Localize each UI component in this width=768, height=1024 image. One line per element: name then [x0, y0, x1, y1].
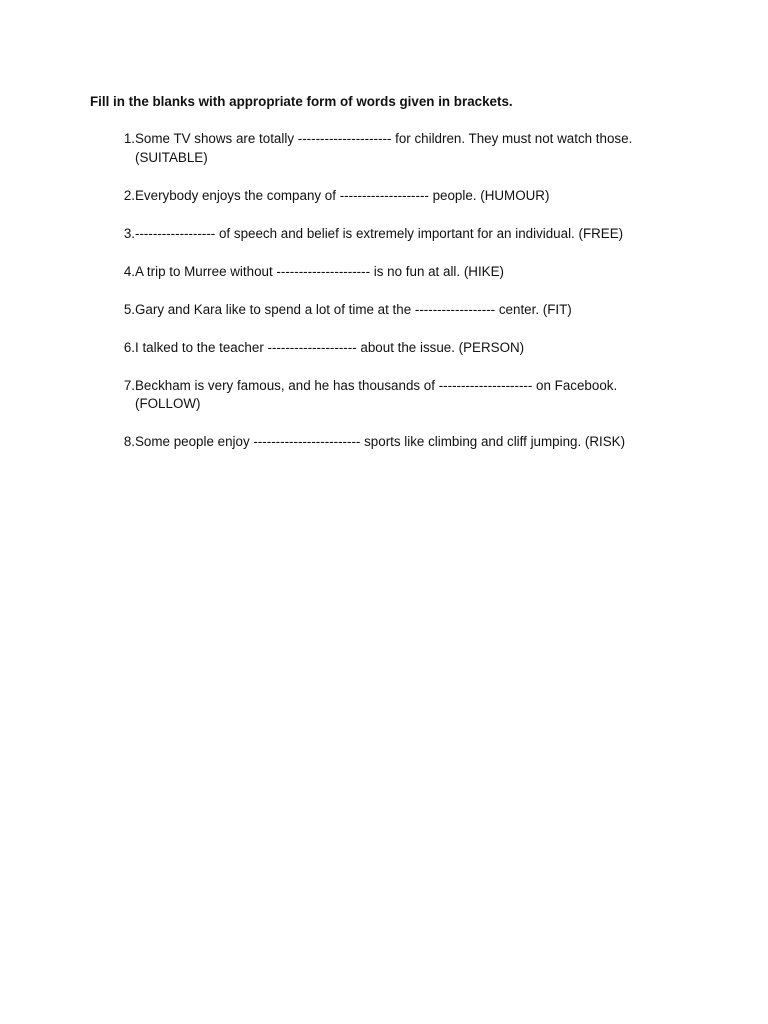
question-item — [90, 225, 678, 244]
question-text: Beckham is very famous, and he has thousands of --------------------- on Facebook. (FOLLOW) — [135, 377, 618, 411]
question-item — [90, 301, 678, 320]
question-number: 6. — [123, 339, 135, 355]
question-text: Some TV shows are totally --------------------- for children. They must not watch those. (SUITABLE) — [135, 131, 633, 165]
question-item — [90, 433, 678, 452]
question-list — [90, 130, 678, 452]
question-text: Gary and Kara like to spend a lot of time at the ------------------ center. (FIT) — [135, 301, 572, 317]
question-item — [90, 377, 678, 414]
question-item — [90, 187, 678, 206]
question-number: 2. — [123, 187, 135, 203]
question-number: 4. — [123, 263, 135, 279]
question-text: Some people enjoy ------------------------ sports like climbing and cliff jumping. (RISK) — [135, 434, 626, 449]
question-item — [90, 130, 678, 167]
instruction-heading: Fill in the blanks with appropriate form of words given in brackets. — [90, 94, 513, 109]
question-number: 1. — [123, 131, 135, 146]
question-text: A trip to Murree without --------------------- is no fun at all. (HIKE) — [135, 263, 505, 279]
question-number: 8. — [123, 434, 135, 449]
question-text: Everybody enjoys the company of -------------------- people. (HUMOUR) — [135, 187, 550, 203]
question-text: ------------------ of speech and belief is extremely important for an individual. (FREE) — [135, 225, 624, 241]
question-number: 5. — [123, 301, 135, 317]
question-text: I talked to the teacher -------------------- about the issue. (PERSON) — [135, 339, 525, 355]
question-item — [90, 339, 678, 358]
question-number: 7. — [123, 377, 135, 393]
question-number: 3. — [123, 225, 135, 241]
question-item — [90, 263, 678, 282]
